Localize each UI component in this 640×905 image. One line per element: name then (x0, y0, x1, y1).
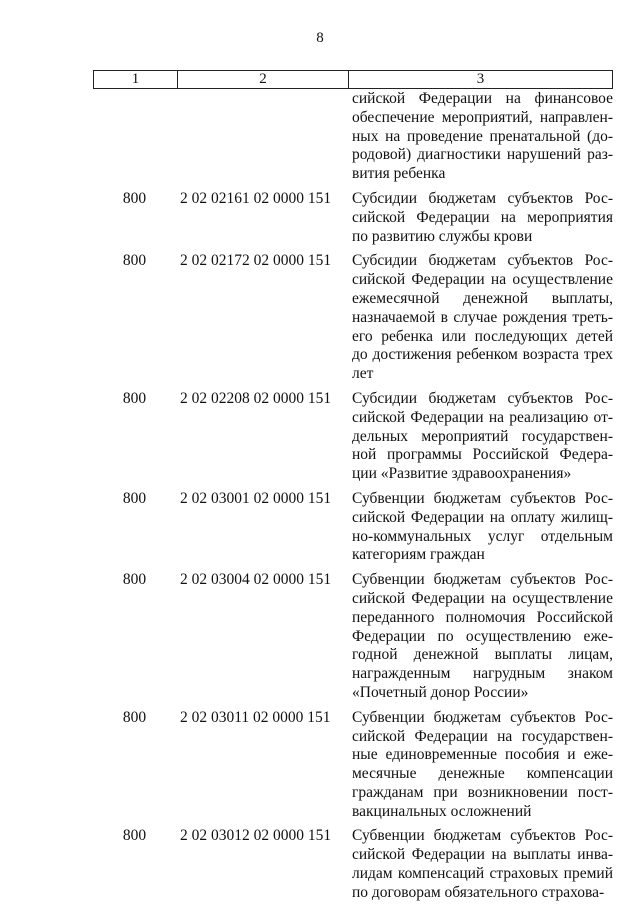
description-line: Субвенции бюджетам субъектов Рос- (352, 571, 613, 589)
description-line: сийской Федерации на финансовое (352, 90, 613, 107)
description-line: сийской Федерации на выплаты инва- (352, 846, 613, 864)
description-line: гражданам при возникновении пост- (352, 783, 613, 801)
description-line: переданного полномочия Российской (352, 608, 613, 626)
description-line: Субвенции бюджетам субъектов Рос- (352, 708, 613, 726)
description-line: сийской Федерации на осуществление (352, 589, 613, 607)
row-description (350, 490, 613, 565)
table-row (93, 252, 613, 384)
description-line: ции «Развитие здравоохранения» (352, 465, 572, 483)
description-line: награжденным нагрудным знаком (352, 665, 613, 683)
description-line: его ребенка или последующих детей (352, 327, 613, 345)
description-line: сийской Федерации на мероприятия (352, 208, 613, 226)
row-code-admin (93, 90, 176, 184)
row-description (350, 390, 613, 484)
description-line: но-коммунальных услуг отдельным (352, 527, 613, 545)
row-description (350, 709, 613, 822)
description-line: сийской Федерации на оплату жилищ- (352, 508, 613, 526)
row-description (350, 571, 613, 703)
row-description (350, 190, 613, 246)
row-description (350, 252, 613, 384)
table-row (93, 390, 613, 484)
description-line: обеспечение мероприятий, направлен- (352, 108, 613, 126)
description-line: Субвенции бюджетам субъектов Рос- (352, 827, 613, 845)
row-budget-code: 2 02 03004 02 0000 151 (180, 571, 332, 589)
description-line: Субсидии бюджетам субъектов Рос- (352, 189, 613, 207)
header-col-1: 1 (94, 71, 178, 88)
description-line: ной программы Российской Федера- (352, 446, 613, 464)
row-budget-code: 2 02 02161 02 0000 151 (180, 189, 332, 207)
description-line: Субвенции бюджетам субъектов Рос- (352, 489, 613, 507)
row-budget-code: 2 02 02208 02 0000 151 (180, 389, 332, 407)
description-line: годной денежной выплаты лицам, (352, 646, 613, 664)
description-line: Федерации по осуществлению еже- (352, 627, 613, 645)
header-col-2: 2 (178, 71, 349, 88)
row-code-admin: 800 (122, 708, 147, 726)
description-line: вития ребенка (352, 165, 446, 183)
row-code-admin: 800 (122, 571, 147, 589)
description-line: по договорам обязательного страхова- (352, 883, 605, 901)
table-row (93, 571, 613, 703)
table-header-row (93, 70, 613, 89)
description-line: ных на проведение пренатальной (до- (352, 127, 613, 145)
description-line: сийской Федерации на реализацию от- (352, 408, 613, 426)
row-code-admin: 800 (122, 489, 147, 507)
row-description (350, 827, 613, 902)
row-description (350, 90, 613, 184)
description-line: лидам компенсаций страховых премий (352, 865, 613, 883)
table-row (93, 490, 613, 565)
table-row (93, 90, 613, 184)
header-col-3: 3 (476, 71, 485, 87)
description-line: Субсидии бюджетам субъектов Рос- (352, 252, 613, 270)
description-line: лет (352, 365, 374, 383)
table-row (93, 190, 613, 246)
table-row (93, 827, 613, 902)
description-line: ежемесячной денежной выплаты, (352, 289, 613, 307)
description-line: до достижения ребенком возраста трех (352, 346, 613, 364)
row-code-admin: 800 (122, 252, 147, 270)
description-line: «Почетный донор России» (352, 683, 529, 701)
description-line: вакцинальных осложнений (352, 802, 532, 820)
description-line: родовой) диагностики нарушений раз- (352, 146, 613, 164)
description-line: месячные денежные компенсации (352, 765, 613, 783)
description-line: сийской Федерации на осуществление (352, 271, 613, 289)
description-line: категориям граждан (352, 546, 485, 564)
description-line: ные единовременные пособия и еже- (352, 746, 613, 764)
table-body (93, 90, 613, 903)
table-row (93, 709, 613, 822)
page-number: 8 (316, 30, 324, 46)
row-budget-code: 2 02 02172 02 0000 151 (180, 252, 332, 270)
description-line: дельных мероприятий государствен- (352, 427, 613, 445)
row-budget-code (176, 90, 350, 184)
row-budget-code: 2 02 03011 02 0000 151 (180, 708, 331, 726)
row-budget-code: 2 02 03012 02 0000 151 (180, 827, 332, 845)
description-line: назначаемой в случае рождения треть- (352, 308, 613, 326)
description-line: Субсидии бюджетам субъектов Рос- (352, 389, 613, 407)
row-code-admin: 800 (122, 827, 147, 845)
row-code-admin: 800 (122, 189, 147, 207)
description-line: по развитию службы крови (352, 227, 533, 245)
description-line: сийской Федерации на государствен- (352, 727, 613, 745)
row-budget-code: 2 02 03001 02 0000 151 (180, 489, 332, 507)
row-code-admin: 800 (122, 389, 147, 407)
